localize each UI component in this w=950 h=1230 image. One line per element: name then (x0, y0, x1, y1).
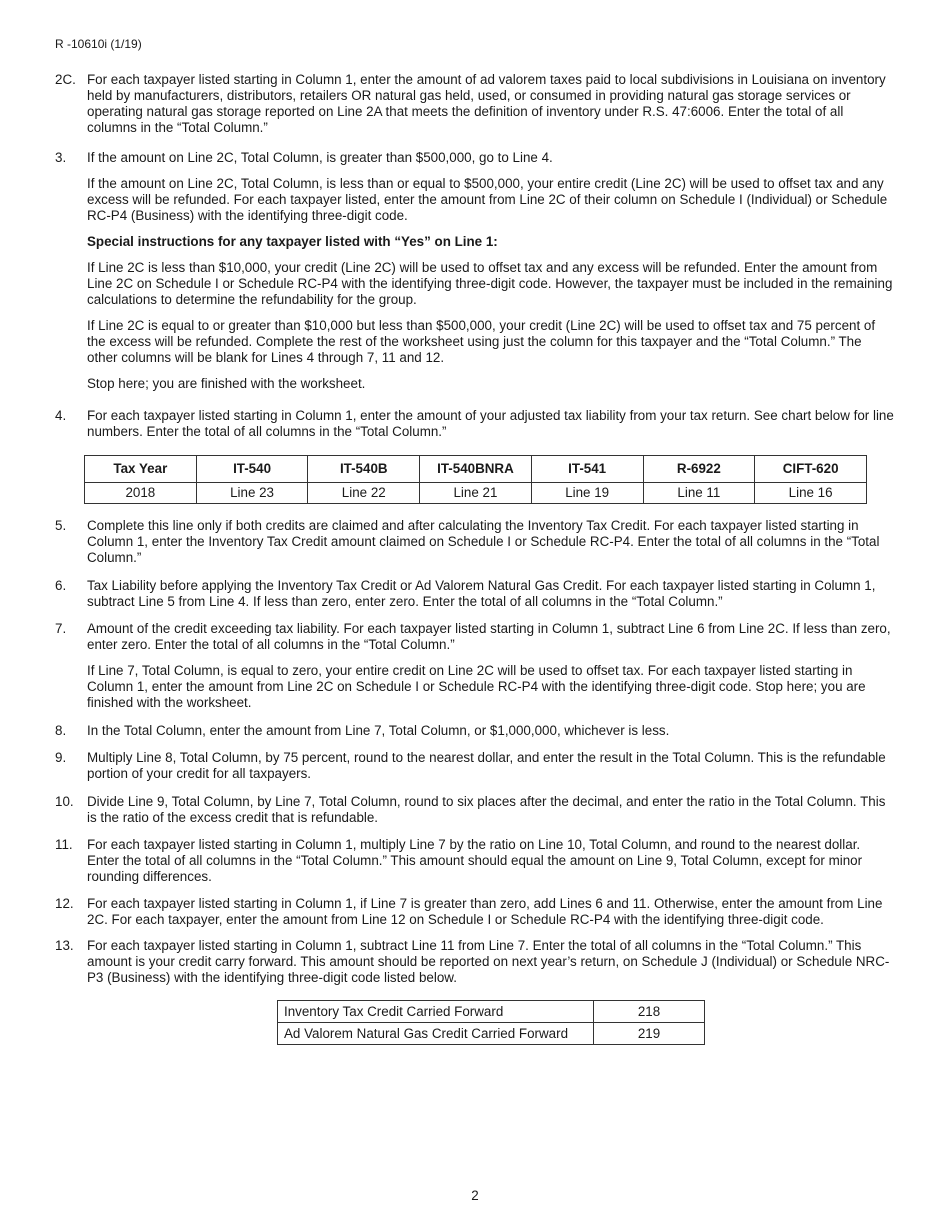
carry-forward-code: 218 (594, 1001, 705, 1023)
instruction-item-9 (55, 750, 895, 782)
instruction-item-10 (55, 794, 895, 826)
table-cell: Line 21 (420, 483, 532, 504)
instruction-item-12 (55, 896, 895, 928)
item-paragraph: Divide Line 9, Total Column, by Line 7, Total Column, round to six places after the decimal, and enter the ratio in the Total Column. This is the ratio of the excess credit that is refundable. (87, 794, 886, 825)
carry-forward-code: 219 (594, 1023, 705, 1045)
item-number: 8. (55, 723, 67, 738)
carry-forward-code-table (277, 1000, 705, 1045)
table-header-cell: R-6922 (643, 456, 755, 483)
item-paragraph: If the amount on Line 2C, Total Column, is less than or equal to $500,000, your entire credit (Line 2C) will be used to offset tax and any excess will be refunded. For each taxpayer listed, enter the amount from Line 2C of their column on Schedule I (Individual) or Schedule RC-P4 (Business) with the identifying three-digit code. (87, 176, 888, 223)
instruction-item-2c (55, 72, 895, 136)
table-cell: 2018 (85, 483, 197, 504)
item-paragraph: Complete this line only if both credits are claimed and after calculating the Inventory Tax Credit. For each taxpayer listed starting in Column 1, enter the Inventory Tax Credit amount claimed on Schedule I or Schedule RC-P4. Enter the total of all columns in the “Total Column.” (87, 518, 880, 565)
item-paragraph: Stop here; you are finished with the worksheet. (87, 376, 366, 391)
item-number: 7. (55, 621, 67, 636)
item-number: 12. (55, 896, 74, 911)
item-paragraph: Tax Liability before applying the Inventory Tax Credit or Ad Valorem Natural Gas Credit. For each taxpayer listed starting in Column 1, subtract Line 5 from Line 4. If less than zero, enter zero. Enter the total of all columns in the “Total Column.” (87, 578, 876, 609)
table-row (278, 1001, 705, 1023)
instruction-item-3 (55, 150, 895, 392)
item-number: 3. (55, 150, 67, 165)
table-cell: Line 23 (196, 483, 308, 504)
table-header-row (85, 456, 867, 483)
item-number: 9. (55, 750, 67, 765)
item-paragraph: For each taxpayer listed starting in Column 1, multiply Line 7 by the ratio on Line 10, Total Column, and round to the nearest dollar. Enter the total of all columns in the “Total Column.” This amount should equal the amount on Line 9, Total Column, except for minor rounding differences. (87, 837, 863, 884)
item-paragraph: If Line 2C is less than $10,000, your credit (Line 2C) will be used to offset tax and any excess will be refunded. Enter the amount from Line 2C on Schedule I or Schedule RC-P4 with the identifying three-digit code. However, the taxpayer must be included in the remaining calculations to determine the refundability for the group. (87, 260, 893, 307)
table-cell: Line 11 (643, 483, 755, 504)
instruction-item-7 (55, 621, 895, 711)
carry-forward-label: Inventory Tax Credit Carried Forward (278, 1001, 594, 1023)
item-paragraph: For each taxpayer listed starting in Column 1, subtract Line 11 from Line 7. Enter the total of all columns in the “Total Column.” This amount is your credit carry forward. This amount should be reported on next year’s return, on Schedule J (Individual) or Schedule NRC-P3 (Business) with the identifying three-digit code listed below. (87, 938, 890, 985)
table-cell: Line 19 (531, 483, 643, 504)
special-instructions-heading: Special instructions for any taxpayer listed with “Yes” on Line 1: (87, 234, 498, 249)
tax-return-line-table (84, 455, 867, 504)
instruction-item-5 (55, 518, 895, 566)
instruction-item-11 (55, 837, 895, 885)
item-paragraph: If the amount on Line 2C, Total Column, is greater than $500,000, go to Line 4. (87, 150, 553, 165)
item-number: 10. (55, 794, 74, 809)
item-paragraph: In the Total Column, enter the amount from Line 7, Total Column, or $1,000,000, whichever is less. (87, 723, 670, 738)
table-cell: Line 16 (755, 483, 867, 504)
item-paragraph: For each taxpayer listed starting in Column 1, enter the amount of ad valorem taxes paid to local subdivisions in Louisiana on inventory held by manufacturers, distributors, retailers OR natural gas held, used, or consumed in providing natural gas storage services or operating natural gas storage reported on Line 2A that meets the definition of inventory under R.S. 47:6006. Enter the total of all columns in the “Total Column.” (87, 72, 886, 135)
page-number: 2 (471, 1188, 479, 1203)
instruction-item-6 (55, 578, 895, 610)
table-header-cell: CIFT-620 (755, 456, 867, 483)
table-header-cell: IT-541 (531, 456, 643, 483)
table-header-cell: IT-540BNRA (420, 456, 532, 483)
item-number: 11. (55, 837, 73, 852)
form-identifier: R -10610i (1/19) (55, 37, 142, 51)
table-row (278, 1023, 705, 1045)
item-number: 2C. (55, 72, 76, 87)
instruction-item-8 (55, 723, 895, 739)
table-cell: Line 22 (308, 483, 420, 504)
item-paragraph: If Line 2C is equal to or greater than $10,000 but less than $500,000, your credit (Line 2C) will be used to offset tax and 75 percent of the excess will be refunded. Complete the rest of the worksheet using just the column for this taxpayer and the “Total Column.” The other columns will be blank for Lines 4 through 7, 11 and 12. (87, 318, 876, 365)
item-number: 4. (55, 408, 67, 423)
table-header-cell: IT-540B (308, 456, 420, 483)
instruction-item-4 (55, 408, 895, 440)
item-number: 6. (55, 578, 67, 593)
table-header-cell: IT-540 (196, 456, 308, 483)
item-paragraph: Multiply Line 8, Total Column, by 75 percent, round to the nearest dollar, and enter the result in the Total Column. This is the refundable portion of your credit for all taxpayers. (87, 750, 886, 781)
instruction-item-13 (55, 938, 895, 986)
table-row (85, 483, 867, 504)
item-paragraph: Amount of the credit exceeding tax liability. For each taxpayer listed starting in Column 1, subtract Line 6 from Line 2C. If less than zero, enter zero. Enter the total of all columns in the “Total Column.” (87, 621, 891, 652)
item-paragraph: For each taxpayer listed starting in Column 1, if Line 7 is greater than zero, add Lines 6 and 11. Otherwise, enter the amount from Line 2C. For each taxpayer, enter the amount from Line 12 on Schedule I or Schedule RC-P4 with the identifying three-digit code. (87, 896, 883, 927)
item-number: 5. (55, 518, 67, 533)
item-paragraph: If Line 7, Total Column, is equal to zero, your entire credit on Line 2C will be used to offset tax. For each taxpayer listed starting in Column 1, enter the amount from Line 2C on Schedule I or Schedule RC-P4 with the identifying three-digit code. Stop here; you are finished with the worksheet. (87, 663, 866, 710)
item-number: 13. (55, 938, 74, 953)
table-header-cell: Tax Year (85, 456, 197, 483)
item-paragraph: For each taxpayer listed starting in Column 1, enter the amount of your adjusted tax liability from your tax return. See chart below for line numbers. Enter the total of all columns in the “Total Column.” (87, 408, 894, 439)
carry-forward-label: Ad Valorem Natural Gas Credit Carried Forward (278, 1023, 594, 1045)
